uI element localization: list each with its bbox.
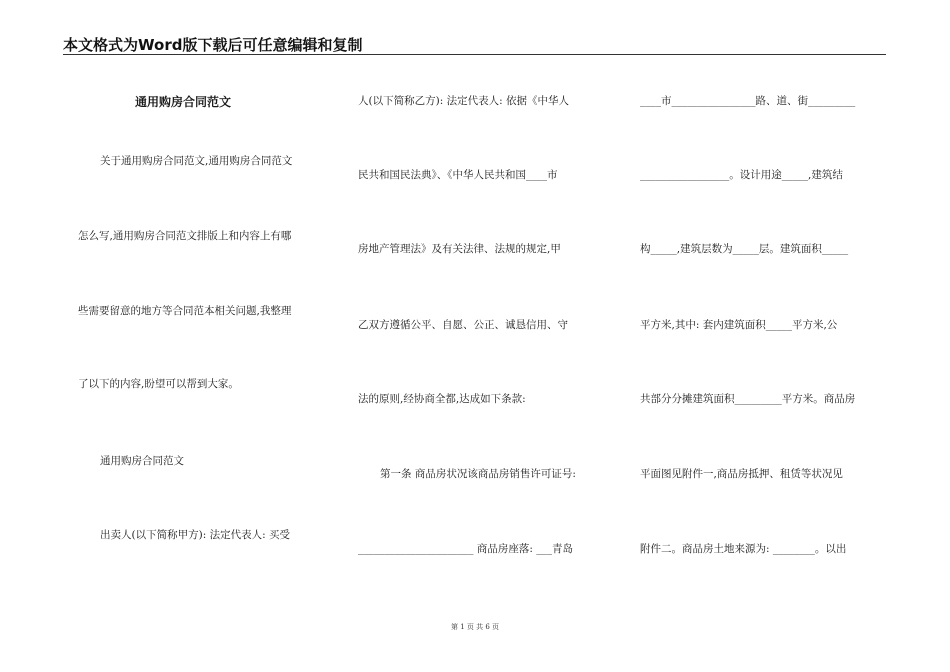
text-line: 平方米,其中: 套内建筑面积_____平方米,公 bbox=[640, 319, 838, 331]
text-line: ____市________________路、道、街_________ bbox=[640, 95, 856, 107]
text-line: 附件二。商品房土地来源为: ________。以出 bbox=[640, 543, 847, 555]
text-line: 平面图见附件一,商品房抵押、租赁等状况见 bbox=[640, 468, 843, 480]
text-line: 共部分分摊建筑面积_________平方米。商品房 bbox=[640, 393, 856, 405]
text-line: 怎么写,通用购房合同范文排版上和内容上有哪 bbox=[78, 230, 292, 242]
text-line: ______________________ 商品房座落: ___青岛 bbox=[358, 543, 573, 555]
text-line: 些需要留意的地方等合同范本相关问题,我整理 bbox=[78, 305, 292, 317]
page-footer: 第 1 页 共 6 页 bbox=[450, 623, 500, 631]
text-line: 构_____,建筑层数为_____层。建筑面积_____ bbox=[640, 243, 849, 255]
section-heading: 通用购房合同范文 bbox=[100, 455, 184, 467]
text-line: 民共和国民法典》、《中华人民共和国____市 bbox=[358, 169, 558, 181]
text-line: 人(以下简称乙方): 法定代表人: 依据《中华人 bbox=[358, 95, 569, 107]
document-title: 通用购房合同范文 bbox=[135, 95, 232, 109]
document-header: 本文格式为Word版下载后可任意编辑和复制 bbox=[63, 36, 363, 54]
text-line: 房地产管理法》及有关法律、法规的规定,甲 bbox=[358, 243, 561, 255]
text-line: 了以下的内容,盼望可以帮到大家。 bbox=[78, 378, 239, 390]
text-line: 法的原则,经协商全都,达成如下条款: bbox=[358, 393, 526, 405]
header-divider bbox=[63, 54, 886, 55]
text-line: 关于通用购房合同范文,通用购房合同范文 bbox=[100, 155, 293, 167]
text-line: 出卖人(以下简称甲方): 法定代表人: 买受 bbox=[100, 529, 290, 541]
text-line: _________________。设计用途_____,建筑结 bbox=[640, 169, 843, 181]
text-line: 第一条 商品房状况该商品房销售许可证号: bbox=[380, 468, 576, 480]
text-line: 乙双方遵循公平、自愿、公正、诚恳信用、守 bbox=[358, 319, 568, 331]
